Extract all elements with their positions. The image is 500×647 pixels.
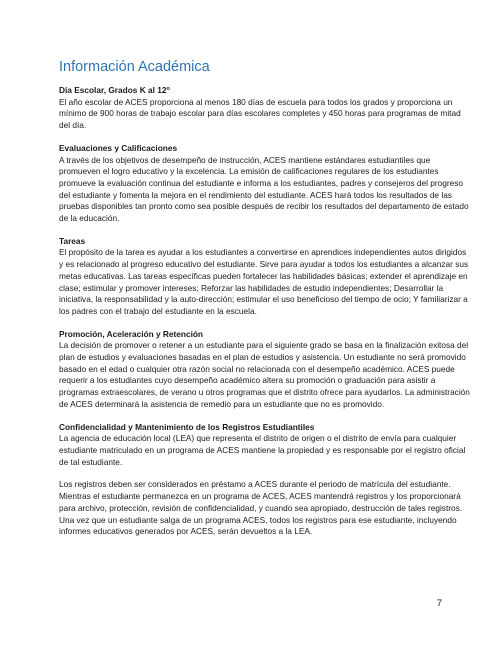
section-paragraph: Los registros deben ser considerados en préstamo a ACES durante el periodo de matrícula del estudiante. Mientras el estudiante permanezca en un programa de ACES, ACES mantendrá registros y los proporcionará para archivo, protección, revisión de confidencialidad, y cuando sea apropiado, destrucción de tales registros. Una vez que un estudiante salga de un programa ACES, todos los registros para ese estudiante, incluyendo informes educativos generados por ACES, serán devueltos a la LEA. [59,479,463,537]
section-heading: Confidencialidad y Mantenimiento de los Registros Estudiantiles [59,421,315,432]
section-homework [59,236,471,318]
section-paragraph: El año escolar de ACES proporciona al menos 180 días de escuela para todos los grados y proporciona un mínimo de 900 horas de trabajo escolar para días escolares completes y 450 horas para programas de mitad del día. [59,96,461,131]
section-paragraph: El propósito de la tarea es ayudar a los estudiantes a convertirse en aprendices independientes autos dirigidos y es relacionado al progreso educativo del estudiante. Sirve para ayudar a todos los estudiantes a alcanzar sus metas educativas. Las tareas específicas pueden fortalecer las habilidades básicas; extender el aprendizaje en clase; estimular y promover intereses; Reforzar las habilidades de estudio independientes; Desarrollar la iniciativa, la responsabilidad y la auto-dirección; estimular el uso beneficioso del tiempo de ocio; Y familiarizar a los padres con el trabajo del estudiante en la escuela. [59,247,469,316]
section-paragraph: La agencia de educación local (LEA) que representa el distrito de origen o el distrito de envía para cualquier estudiante matriculado en un programa de ACES mantiene la propiedad y es responsable por el registro oficial de tal estudiante. [59,433,466,467]
section-school-day [59,85,471,132]
heading-superscript: o [166,86,170,92]
section-heading: Promoción, Aceleración y Retención [59,328,204,339]
section-records [59,422,471,538]
section-heading: Tareas [59,235,86,246]
section-heading [59,85,471,97]
section-heading-text: Día Escolar, Grados K al 12 [59,85,167,95]
section-promotion [59,329,471,411]
section-evaluations [59,143,471,225]
page-content [59,85,471,549]
section-paragraph: La decisión de promover o retener a un estudiante para el siguiente grado se basa en la finalización exitosa del plan de estudios y evaluaciones basadas en el plan de estudios y asistencia. Un estudiante no será promovido basado en el edad o cualquier otra razón social no relacionada con el desempeño académico. ACES puede requerir a los estudiantes cuyo desempeño académico altera su promoción o graduación para asistir a programas extraescolares, de verano u otros programas que el distrito ofrece para ayudarlos. La administración de ACES determinará la asistencia de remedio para un estudiante que no es promovido. [59,340,470,409]
section-heading: Evaluaciones y Calificaciones [59,142,178,153]
page-title: Información Académica [59,59,210,75]
section-paragraph: A través de los objetivos de desempeño de instrucción, ACES mantiene estándares estudiantiles que promueven el logro educativo y la excelencia. La emisión de calificaciones regulares de los estudiantes promueve la evaluación continua del estudiante e informa a los estudiantes, padres y consejeros del progreso del estudiante y fomenta la mejora en el rendimiento del estudiante. ACES hará todos los resultados de las pruebas disponibles tan pronto como sea posible después de recibir los resultados del departamento de estado de la educación. [59,154,469,224]
page-number: 7 [436,598,442,609]
